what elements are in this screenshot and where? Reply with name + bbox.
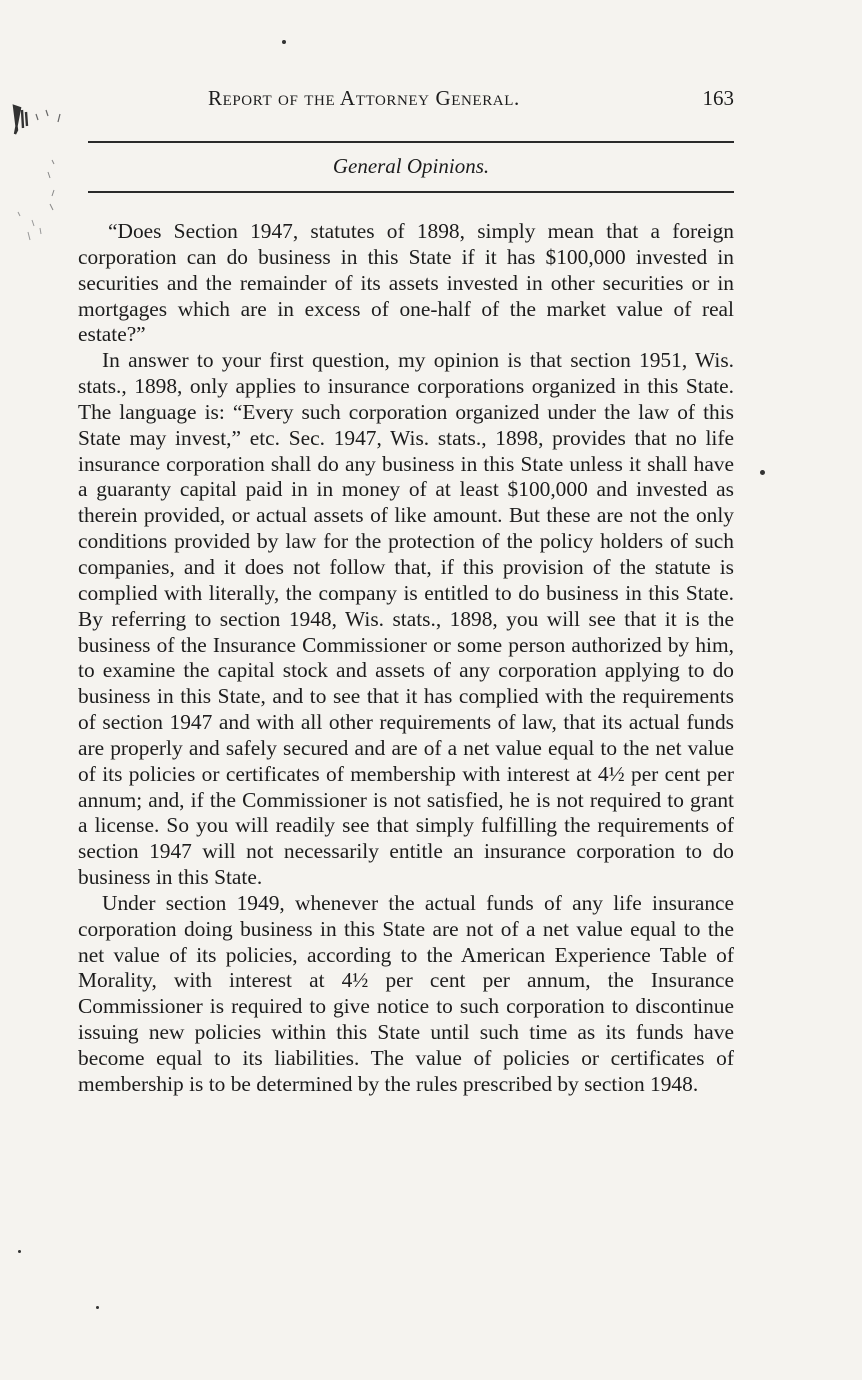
ink-speck — [760, 470, 765, 475]
page-number: 163 — [702, 86, 734, 110]
ink-speck — [96, 1306, 99, 1309]
running-title: Report of the Attorney General. — [208, 86, 520, 110]
margin-ink-blemish — [8, 100, 78, 260]
header-rule-top — [88, 141, 734, 143]
paragraph-question: “Does Section 1947, statutes of 1898, simply mean that a foreign corporation can do business in this State if it has $100,000 invested in securities and the remainder of its assets invested in other securities or in mortgages which are in excess of one-half of the market value of real estate?” — [78, 219, 734, 347]
page-header — [88, 86, 734, 116]
ink-speck — [282, 40, 286, 44]
paragraph-section-1949: Under section 1949, whenever the actual funds of any life insurance corporation doing business in this State are not of a net value equal to the net value of its policies, according to the American Experience Table of Morality, with interest at 4½ per cent per annum, the Insurance Commissioner is required to give notice to such corporation to discontinue issuing new policies within this State until such time as its funds have become equal to its liabilities. The value of policies or certificates of membership is to be determined by the rules prescribed by section 1948. — [78, 890, 734, 1096]
body-text — [78, 219, 734, 1098]
ink-speck — [18, 1250, 21, 1253]
paragraph-answer: In answer to your first question, my opinion is that section 1951, Wis. stats., 1898, only applies to insurance corporations organized in this State. The language is: “Every such corporation organized under the law of this State may invest,” etc. Sec. 1947, Wis. stats., 1898, provides that no life insurance corporation shall do any business in this State unless it shall have a guaranty capital paid in in money of at least $100,000 and invested as therein provided, or actual assets of like amount. But these are not the only conditions provided by law for the protection of the policy holders of such companies, and it does not follow that, if this provision of the statute is complied with literally, the company is entitled to do business in this State. By referring to section 1948, Wis. stats., 1898, you will see that it is the business of the Insurance Commissioner or some person authorized by him, to examine the capital stock and assets of any corporation applying to do business in this State, and to see that it has complied with the requirements of section 1947 and with all other requirements of law, that its actual funds are properly and safely secured and are of a net value equal to the net value of its policies or certificates of membership with interest at 4½ per cent per annum; and, if the Commissioner is not satisfied, he is not required to grant a license. So you will readily see that simply fulfilling the requirements of section 1947 will not necessarily entitle an insurance corporation to do business in this State. — [78, 348, 734, 890]
header-rule-bottom — [88, 191, 734, 193]
section-title: General Opinions. — [332, 154, 490, 178]
